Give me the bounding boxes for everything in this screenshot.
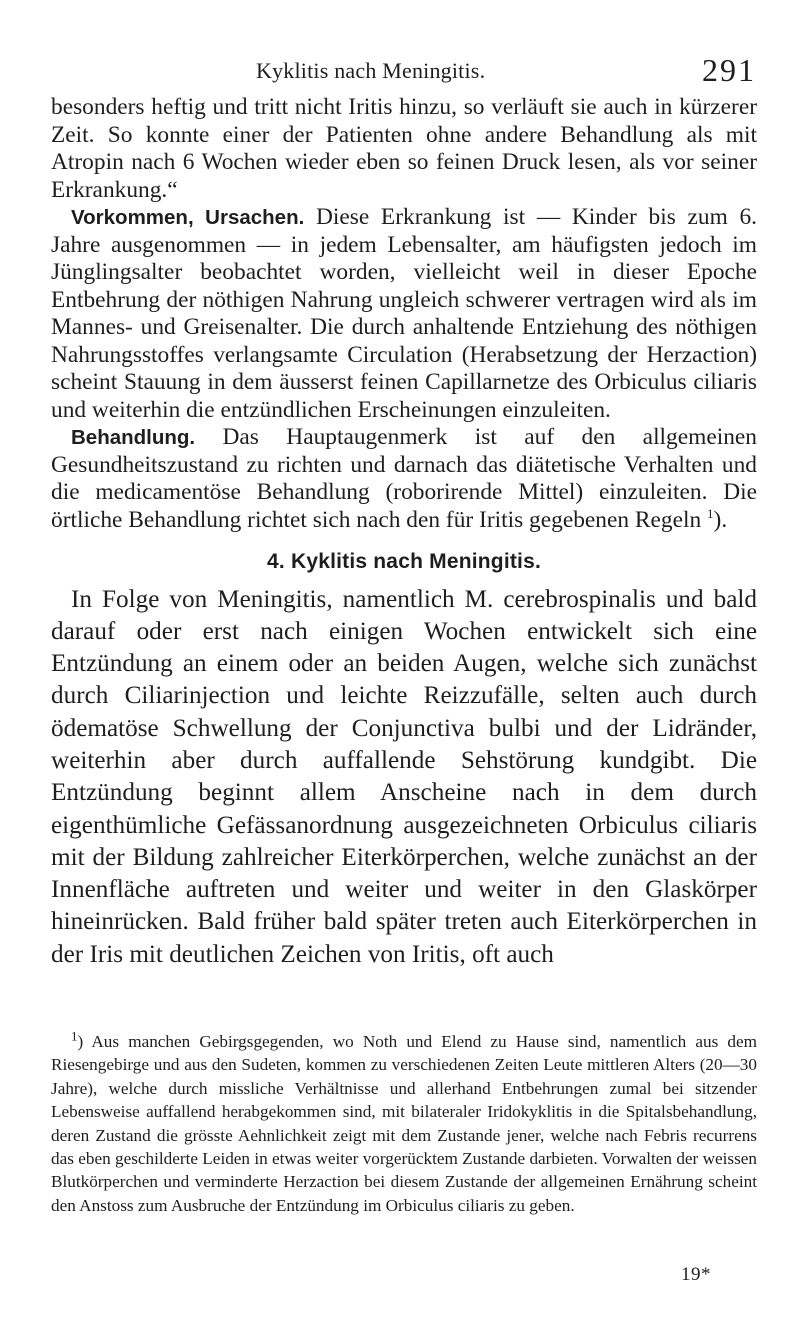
paragraph-behandlung-end: ). — [713, 506, 728, 533]
paragraph-vorkommen — [51, 204, 757, 424]
run-in-heading-vorkommen: Vorkommen, Ursachen. — [71, 206, 305, 229]
footnote — [51, 1030, 757, 1217]
page-number: 291 — [702, 52, 756, 88]
footnote-reference: 1 — [707, 505, 714, 521]
run-in-heading-behandlung: Behandlung. — [71, 426, 196, 449]
section-heading: 4. Kyklitis nach Meningitis. — [267, 550, 541, 573]
main-text — [51, 94, 757, 971]
printer-signature: 19* — [681, 1264, 711, 1285]
footnote-marker: 1 — [71, 1028, 78, 1044]
paragraph-kyklitis: In Folge von Meningitis, namentlich M. cerebrospinalis und bald darauf oder erst nach einigen Wochen entwickelt sich eine Entzündung an einem oder an beiden Augen, welche sich zunächst durch Ciliarinjection und leichte Reizzufälle, selten auch durch ödematöse Schwellung der Conjunctiva bulbi und der Lidränder, weiterhin aber durch auffallende Sehstörung kundgibt. Die Entzündung beginnt allem Anscheine nach in dem durch eigenthümliche Gefässanordnung ausgezeichneten Orbiculus ciliaris mit der Bildung zahlreicher Eiterkörperchen, welche zunächst an der Innenfläche auftreten und weiter und weiter in den Glaskörper hineinrücken. Bald früher bald später treten auch Eiterkörperchen in der Iris mit deutlichen Zeichen von Iritis, oft auch — [51, 585, 757, 968]
footnote-paragraph — [51, 1030, 757, 1217]
paragraph-vorkommen-text: Diese Erkrankung ist — Kinder bis zum 6. Jahre ausgenommen — in jedem Lebensalter, am häufigsten jedoch im Jünglingsalter beobachtet worden, vielleicht weil in dieser Epoche Entbehrung der nöthigen Nahrung ungleich schwerer vertragen wird als im Mannes- und Greisenalter. Die durch anhaltende Entziehung des nöthigen Nahrungsstoffes verlangsamte Circulation (Herabsetzung der Herzaction) scheint Stauung in dem äusserst feinen Capillarnetze des Orbiculus ciliaris und weiterhin die entzündlichen Erscheinungen einzuleiten. — [51, 204, 757, 423]
paragraph-continuation: besonders heftig und tritt nicht Iritis hinzu, so verläuft sie auch in kürzerer Zeit. So konnte einer der Patienten ohne andere Behandlung als mit Atropin nach 6 Wochen wieder eben so feinen Druck lesen, als vor seiner Erkrankung.“ — [51, 94, 757, 203]
paragraph-behandlung-text: Das Hauptaugenmerk ist auf den allgemeinen Gesundheitszustand zu richten und darnach das diätetische Verhalten und die medicamentöse Behandlung (roborirende Mittel) einzuleiten. Die örtliche Behandlung richtet sich nach den für Iritis gegebenen Regeln — [51, 424, 757, 533]
paragraph-behandlung — [51, 424, 757, 534]
footnote-text: ) Aus manchen Gebirgsgegenden, wo Noth und Elend zu Hause sind, namentlich aus dem Riesengebirge und aus den Sudeten, kommen zu verschiedenen Zeiten Leute mittleren Alters (20—30 Jahre), welche durch missliche Verhältnisse und allerhand Entbehrungen zumal bei sitzender Lebensweise auffallend herabgekommen sind, mit bilateraler Iridokyklitis in die Spitalsbehandlung, deren Zustand die grösste Aehnlichkeit zeigt mit dem Zustande jener, welche nach Febris recurrens das eben geschilderte Leiden in etwas weiter vorgerücktem Zustande darbieten. Vorwalten der weissen Blutkörperchen und verminderte Herzaction bei diesem Zustande der allgemeinen Ernährung scheint den Anstoss zum Ausbruche der Entzündung im Orbiculus ciliaris zu geben. — [51, 1032, 757, 1215]
running-title: Kyklitis nach Meningitis. — [256, 58, 486, 83]
